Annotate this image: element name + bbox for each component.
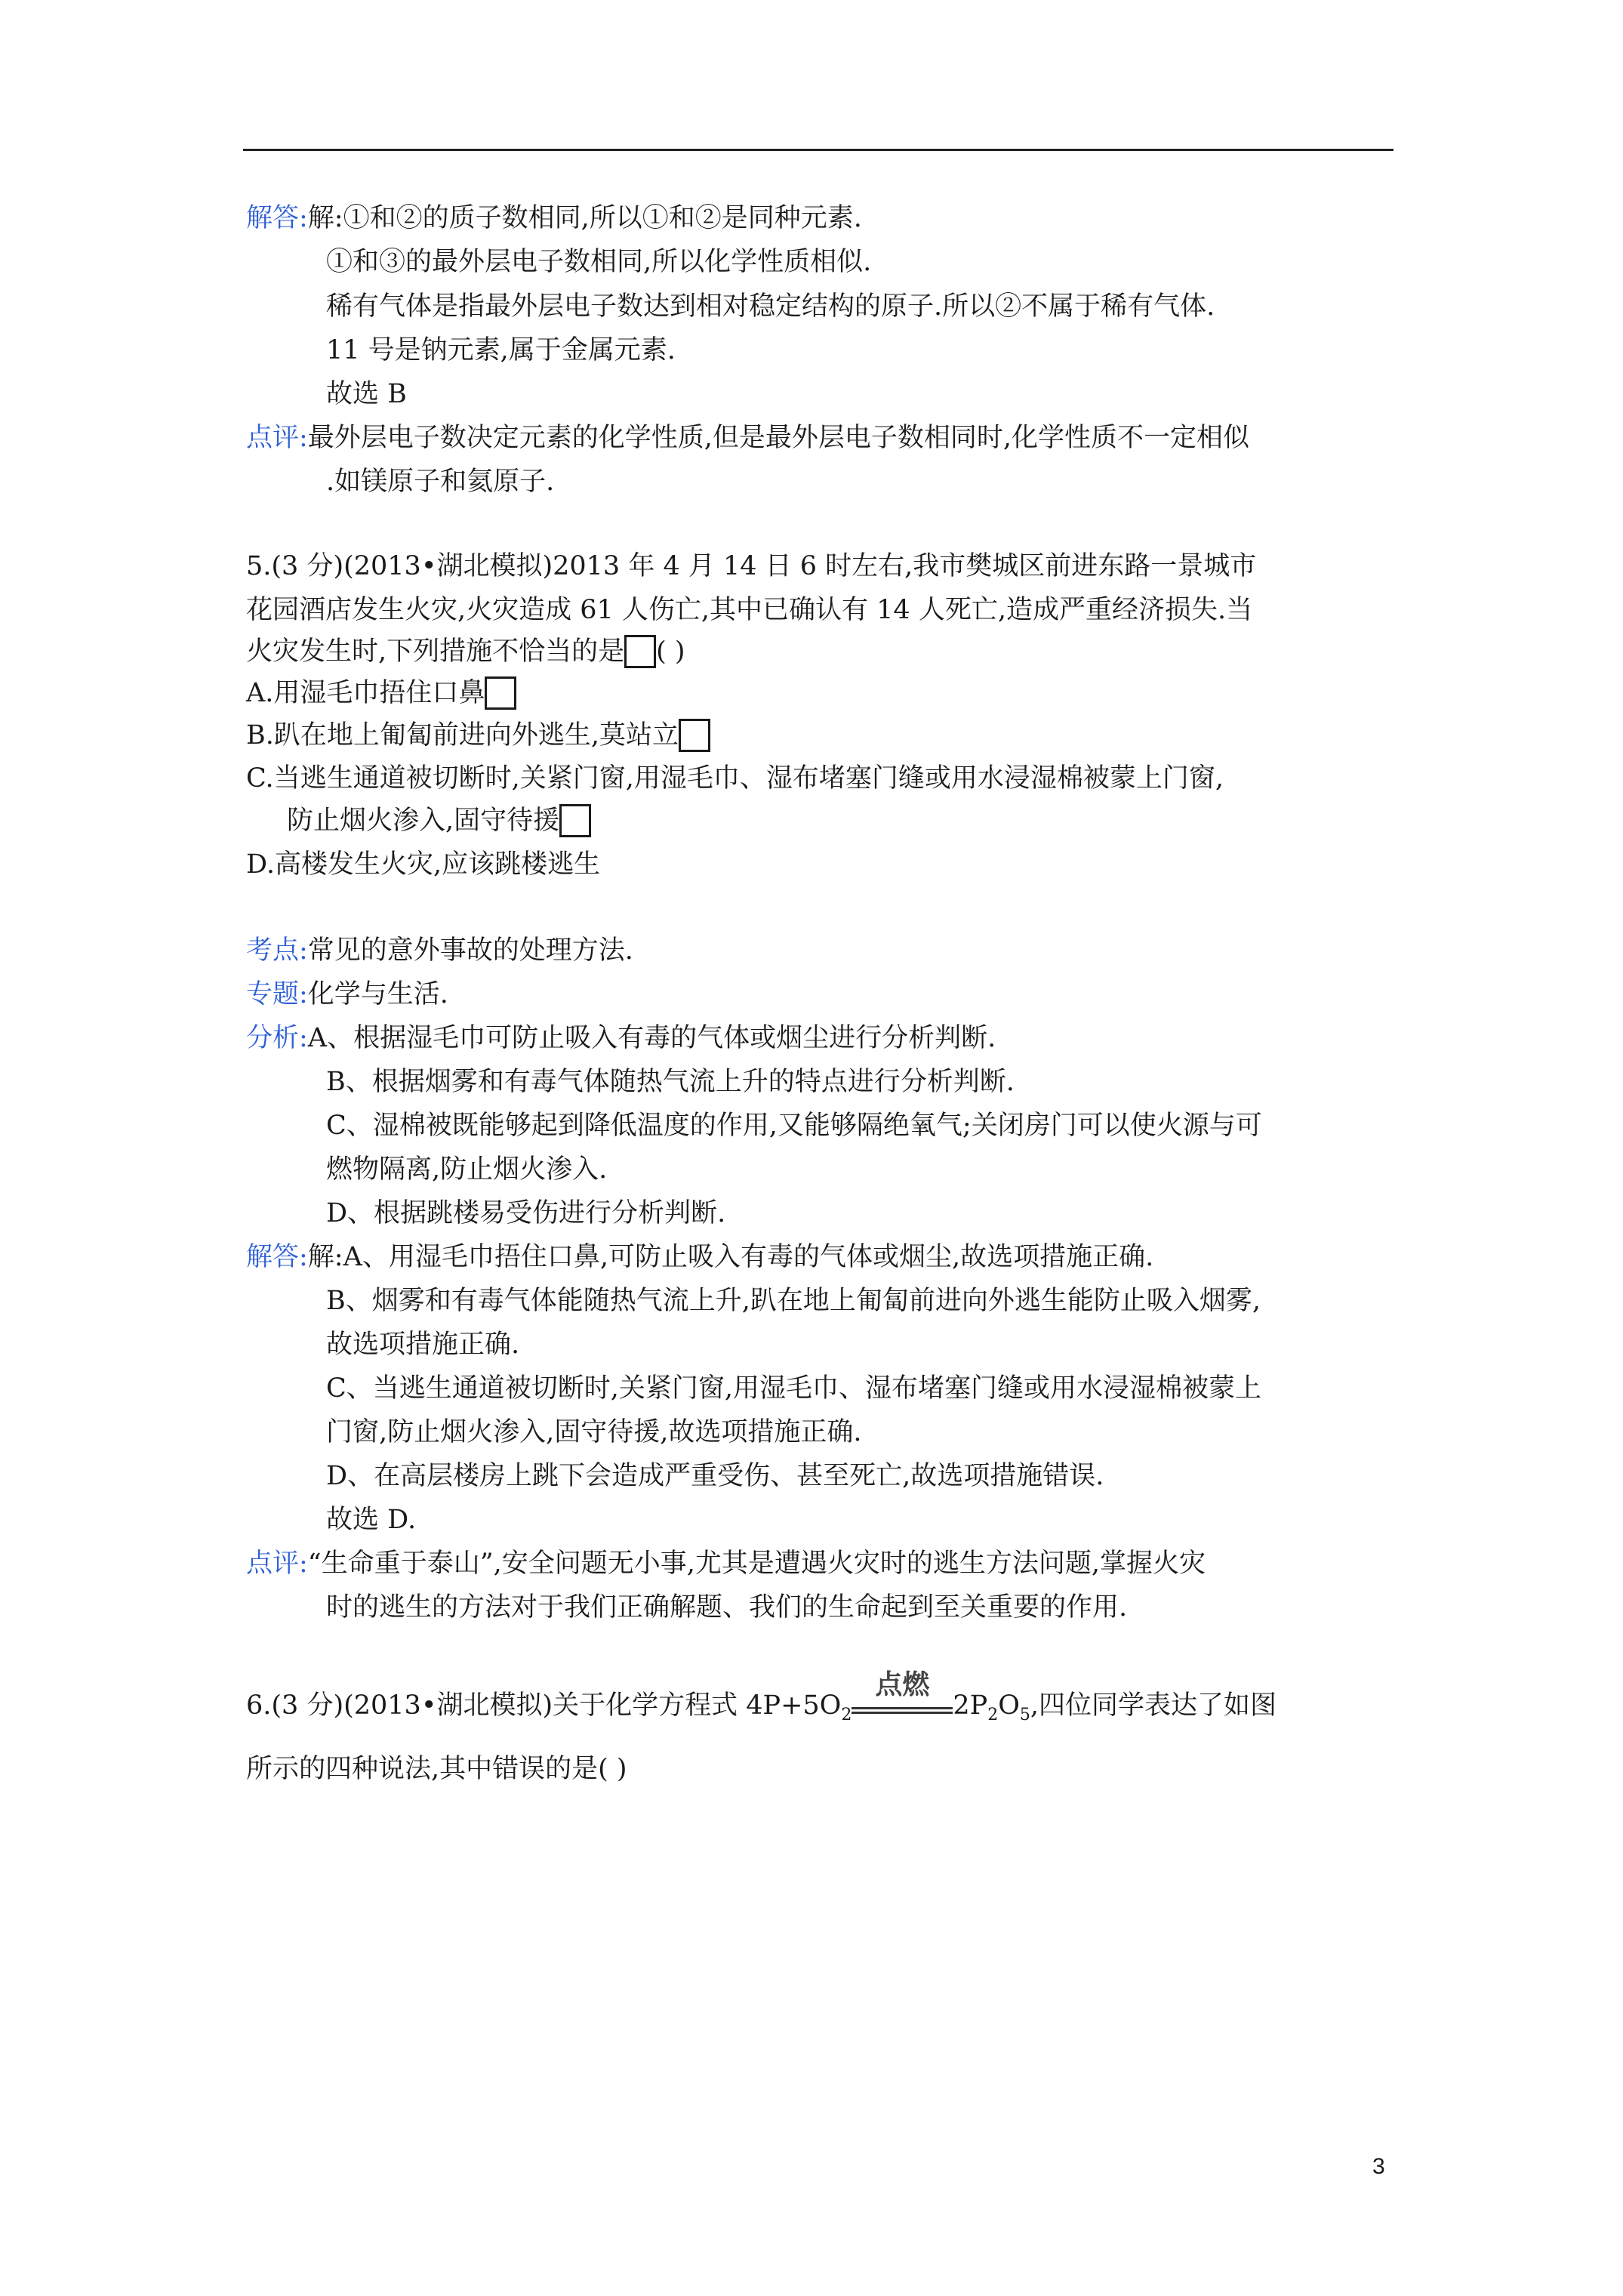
comment-label: 点评: bbox=[246, 423, 308, 453]
q5-topic-line bbox=[246, 977, 448, 1012]
option-text: 防止烟火渗入,固守待援 bbox=[287, 806, 560, 836]
q5-point-text: 常见的意外事故的处理方法. bbox=[307, 935, 633, 966]
q6-stem-line bbox=[246, 1669, 1277, 1733]
q5-answer-line: 故选 D. bbox=[326, 1505, 417, 1535]
header-rule bbox=[243, 149, 1394, 151]
reaction-arrow bbox=[852, 1669, 953, 1714]
subscript: 2 bbox=[841, 1706, 852, 1724]
answer-label: 解答: bbox=[246, 1242, 308, 1272]
answer-box bbox=[624, 635, 656, 668]
q4-comment-line: .如镁原子和氦原子. bbox=[326, 467, 555, 497]
topic-label: 专题: bbox=[246, 979, 308, 1009]
answer-box bbox=[559, 804, 591, 837]
q5-analysis-line: C、湿棉被既能够起到降低温度的作用,又能够隔绝氧气;关闭房门可以使火源与可 bbox=[326, 1111, 1262, 1141]
q5-stem-line bbox=[246, 634, 685, 669]
q5-analysis-line bbox=[246, 1021, 996, 1056]
q4-answer-line: ①和③的最外层电子数相同,所以化学性质相似. bbox=[326, 247, 872, 277]
q5-answer-text: 解:A、用湿毛巾捂住口鼻,可防止吸入有毒的气体或烟尘,故选项措施正确. bbox=[307, 1242, 1154, 1272]
q5-analysis-line: D、根据跳楼易受伤进行分析判断. bbox=[326, 1198, 726, 1228]
q5-stem-text: 火灾发生时,下列措施不恰当的是 bbox=[246, 636, 625, 667]
q5-comment-line bbox=[246, 1546, 1206, 1581]
q5-answer-line: 门窗,防止烟火渗入,固守待援,故选项措施正确. bbox=[326, 1417, 862, 1447]
answer-paren: ( ) bbox=[656, 636, 685, 667]
q6-stem-text: 6.(3 分)(2013•湖北模拟)关于化学方程式 4P+5O bbox=[246, 1690, 842, 1721]
page-number: 3 bbox=[1372, 2154, 1385, 2179]
subscript: 2 bbox=[987, 1706, 999, 1724]
q6-stem-line: 所示的四种说法,其中错误的是( ) bbox=[246, 1754, 627, 1784]
q5-option-a bbox=[246, 676, 516, 710]
q5-option-c: C.当逃生通道被切断时,关紧门窗,用湿毛巾、湿布堵塞门缝或用水浸湿棉被蒙上门窗, bbox=[246, 763, 1224, 794]
q5-analysis-line: 燃物隔离,防止烟火渗入. bbox=[326, 1154, 608, 1185]
subscript: 5 bbox=[1019, 1706, 1030, 1724]
comment-label: 点评: bbox=[246, 1549, 308, 1579]
q5-option-c-cont bbox=[287, 803, 591, 838]
q4-answer-line: 故选 B bbox=[326, 379, 407, 409]
q5-comment-line: 时的逃生的方法对于我们正确解题、我们的生命起到至关重要的作用. bbox=[326, 1592, 1128, 1623]
q5-topic-text: 化学与生活. bbox=[307, 979, 448, 1009]
q5-stem-line: 5.(3 分)(2013•湖北模拟)2013 年 4 月 14 日 6 时左右,我市樊城区前进东路一景城市 bbox=[246, 551, 1257, 581]
q4-comment-line bbox=[246, 421, 1249, 455]
q5-analysis-line: B、根据烟雾和有毒气体随热气流上升的特点进行分析判断. bbox=[326, 1067, 1015, 1097]
option-text: A.用湿毛巾捂住口鼻 bbox=[246, 678, 485, 708]
answer-box bbox=[679, 719, 710, 752]
equals-bar bbox=[852, 1707, 953, 1714]
q5-answer-line: D、在高层楼房上跳下会造成严重受伤、甚至死亡,故选项措施错误. bbox=[326, 1461, 1104, 1491]
q4-comment-text: 最外层电子数决定元素的化学性质,但是最外层电子数相同时,化学性质不一定相似 bbox=[307, 423, 1250, 453]
product-text: 2P bbox=[953, 1690, 988, 1721]
q5-answer-line: C、当逃生通道被切断时,关紧门窗,用湿毛巾、湿布堵塞门缝或用水浸湿棉被蒙上 bbox=[326, 1373, 1262, 1404]
q5-option-d: D.高楼发生火灾,应该跳楼逃生 bbox=[246, 849, 601, 880]
analysis-label: 分析: bbox=[246, 1023, 308, 1053]
q4-answer-text: 解:①和②的质子数相同,所以①和②是同种元素. bbox=[307, 203, 862, 233]
q5-stem-line: 花园酒店发生火灾,火灾造成 61 人伤亡,其中已确认有 14 人死亡,造成严重经济损失.当 bbox=[246, 595, 1253, 625]
q4-answer-line: 稀有气体是指最外层电子数达到相对稳定结构的原子.所以②不属于稀有气体. bbox=[326, 291, 1215, 322]
q4-answer-line: 11 号是钠元素,属于金属元素. bbox=[326, 335, 676, 365]
q6-stem-text: ,四位同学表达了如图 bbox=[1030, 1690, 1277, 1721]
product-text: O bbox=[998, 1690, 1020, 1721]
q5-option-b bbox=[246, 718, 710, 753]
reaction-condition: 点燃 bbox=[875, 1669, 930, 1700]
q5-analysis-text: A、根据湿毛巾可防止吸入有毒的气体或烟尘进行分析判断. bbox=[307, 1023, 996, 1053]
answer-box bbox=[485, 676, 516, 710]
q5-comment-text: “生命重于泰山”,安全问题无小事,尤其是遭遇火灾时的逃生方法问题,掌握火灾 bbox=[307, 1549, 1206, 1579]
q5-answer-line bbox=[246, 1240, 1153, 1274]
q4-answer-line bbox=[246, 201, 862, 236]
q5-answer-line: B、烟雾和有毒气体能随热气流上升,趴在地上匍匐前进向外逃生能防止吸入烟雾, bbox=[326, 1286, 1261, 1316]
q5-answer-line: 故选项措施正确. bbox=[326, 1330, 520, 1360]
q5-point-line bbox=[246, 933, 633, 968]
point-label: 考点: bbox=[246, 935, 308, 966]
answer-label: 解答: bbox=[246, 203, 308, 233]
option-text: B.趴在地上匍匐前进向外逃生,莫站立 bbox=[246, 720, 679, 750]
